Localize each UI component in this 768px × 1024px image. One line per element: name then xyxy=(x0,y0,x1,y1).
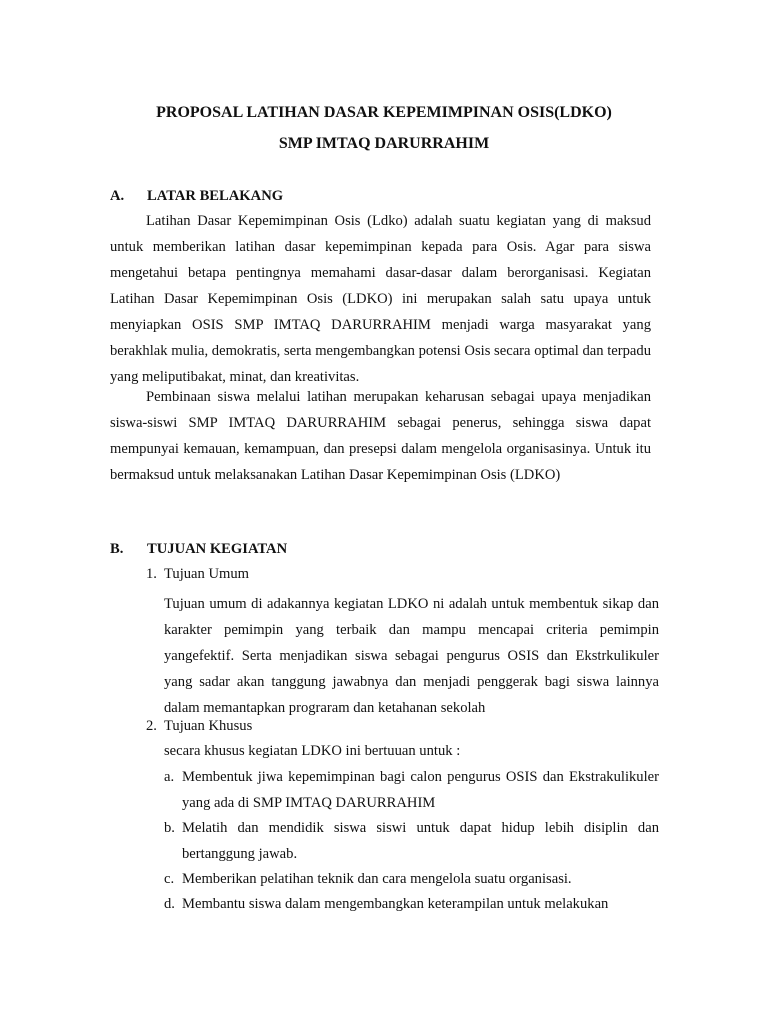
list-item: a. Membentuk jiwa kepemimpinan bagi calon pengurus OSIS dan Ekstrakulikuler yang ada di SMP IMTAQ DARURRAHIM xyxy=(164,769,659,811)
section-a-heading xyxy=(110,188,284,205)
section-a-paragraph-1: Latihan Dasar Kepemimpinan Osis (Ldko) adalah suatu kegiatan yang di maksud untuk memberikan latihan dasar kepemimpinan kepada para Osis. Agar para siswa mengetahui betapa pentingnya memahami dasar-dasar dalam berorganisasi. Kegiatan Latihan Dasar Kepemimpinan Osis (LDKO) ini merupakan salah satu upaya untuk menyiapkan OSIS SMP IMTAQ DARURRAHIM menjadi warga masyarakat yang berakhlak mulia, demokratis, serta mengembangkan potensi Osis secara optimal dan terpadu yang meliputibakat, minat, dan kreativitas. xyxy=(110,213,651,385)
general-goal-text: Tujuan umum di adakannya kegiatan LDKO ni adalah untuk membentuk sikap dan karakter pemimpin yang terbaik dan mampu mencapai criteria pemimpin yangefektif. Serta menjadikan siswa sebagai pengurus OSIS dan Ekstrkulikuler yang sadar akan tanggung jawabnya dan menjadi penggerak bagi siswa lainnya dalam memantapkan prograram dan ketahanan sekolah xyxy=(164,596,659,716)
section-a-paragraph-2: Pembinaan siswa melalui latihan merupakan keharusan sebagai upaya menjadikan siswa-siswi SMP IMTAQ DARURRAHIM sebagai penerus, sehingga siswa dapat mempunyai kemauan, kemampuan, dan presepsi dalam mengelola organisasinya. Untuk itu bermaksud untuk melaksanakan Latihan Dasar Kepemimpinan Osis (LDKO) xyxy=(110,389,651,483)
sub-heading-specific-goal: 2. Tujuan Khusus xyxy=(146,718,253,734)
section-a-letter: A. xyxy=(110,188,125,204)
specific-goal-intro: secara khusus kegiatan LDKO ini bertuuan untuk : xyxy=(164,743,461,759)
document-subtitle: SMP IMTAQ DARURRAHIM xyxy=(278,135,490,152)
list-item: c. Memberikan pelatihan teknik dan cara mengelola suatu organisasi. xyxy=(164,871,572,887)
section-a-title: LATAR BELAKANG xyxy=(147,188,284,204)
section-b-letter: B. xyxy=(110,541,124,557)
document-title: PROPOSAL LATIHAN DASAR KEPEMIMPINAN OSIS(LDKO) xyxy=(156,104,612,121)
list-item: b. Melatih dan mendidik siswa siswi untuk dapat hidup lebih disiplin dan bertanggung jawab. xyxy=(164,820,659,862)
list-item: d. Membantu siswa dalam mengembangkan keterampilan untuk melakukan xyxy=(164,896,609,912)
section-b-heading xyxy=(110,541,288,558)
sub-heading-general-goal: 1. Tujuan Umum xyxy=(146,566,250,582)
section-b-title: TUJUAN KEGIATAN xyxy=(147,541,288,557)
